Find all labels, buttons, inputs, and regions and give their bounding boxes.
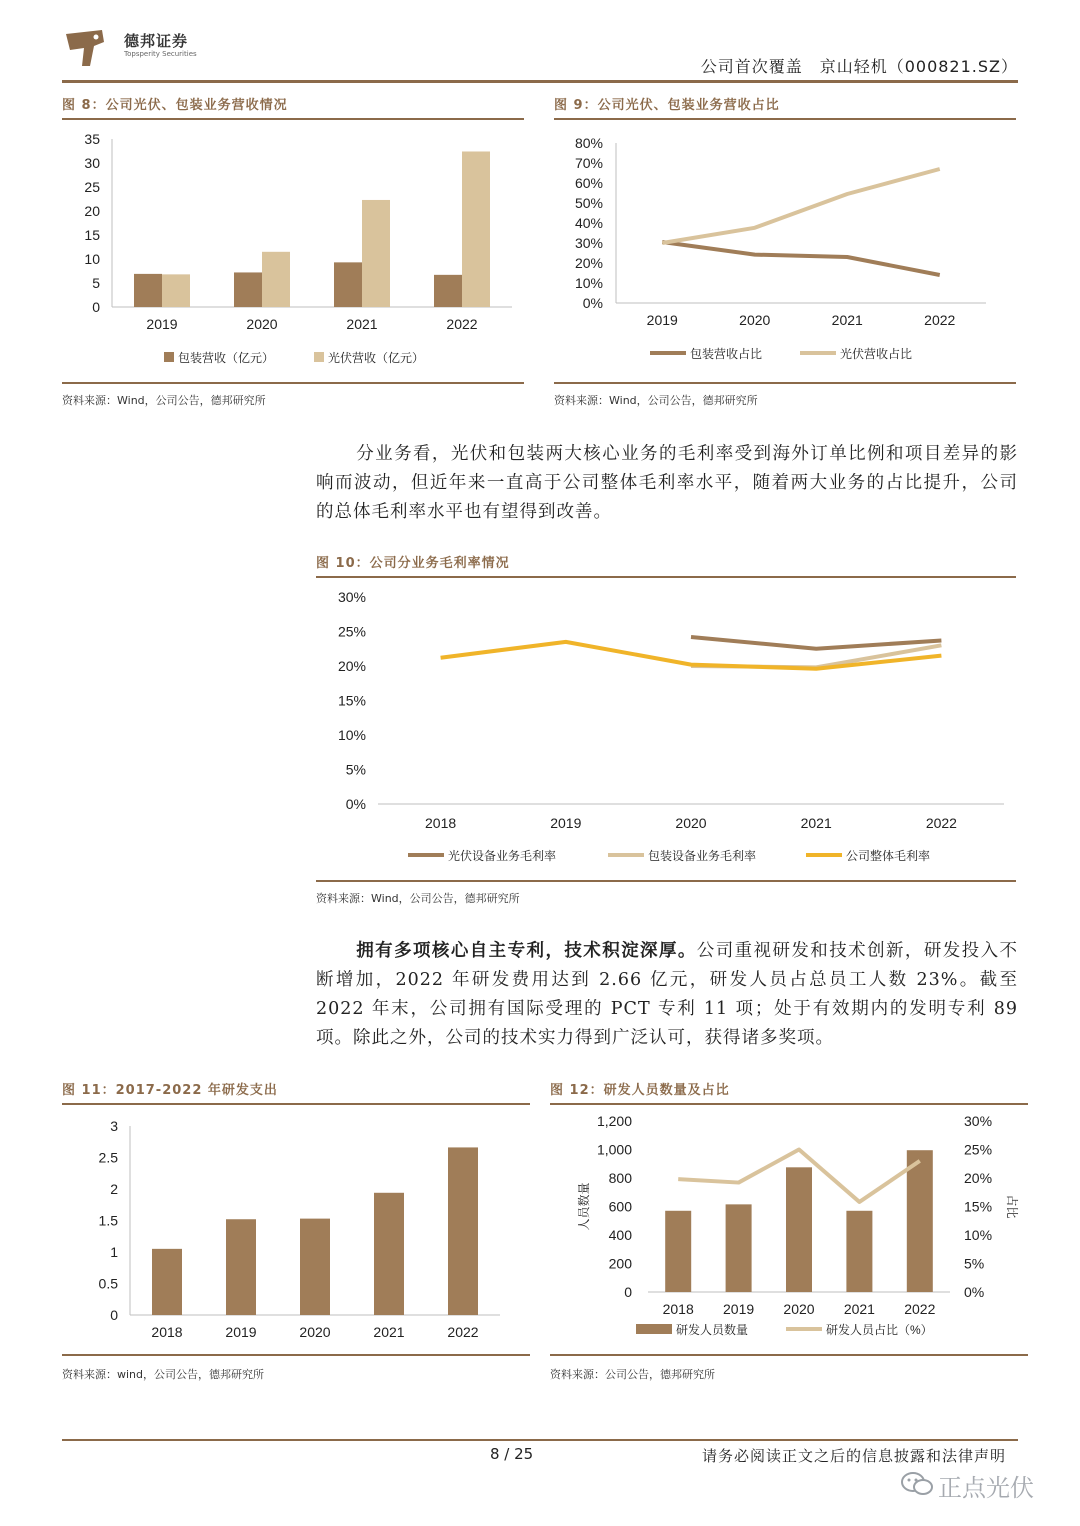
fig12-chart (550, 1108, 1028, 1348)
fig9-source: 资料来源：Wind，公司公告，德邦研究所 (554, 394, 758, 407)
fig8-bottom-rule (62, 382, 524, 384)
footer-rule (62, 1439, 1018, 1441)
fig10-ytick: 15% (337, 692, 366, 709)
fig12-ytick: 10% (964, 1227, 993, 1243)
fig8-chart (62, 126, 524, 376)
fig8-legend-label: 包装营收（亿元） (178, 351, 275, 365)
fig10-xtick: 2020 (675, 815, 707, 831)
fig9-ytick: 30% (574, 235, 603, 251)
fig9-xtick: 2020 (739, 312, 771, 328)
fig11-top-rule (62, 1103, 530, 1105)
fig11-ytick: 1 (110, 1244, 118, 1260)
fig11-xtick: 2022 (447, 1324, 479, 1340)
fig12-ytick: 5% (964, 1255, 985, 1272)
fig12-bar (726, 1204, 752, 1292)
fig8-ytick: 35 (84, 131, 100, 147)
fig8-ytick: 5 (92, 275, 100, 291)
fig9-ytick: 70% (574, 155, 603, 171)
watermark-text: 正点光伏 (938, 1474, 1034, 1502)
fig10-xtick: 2018 (425, 815, 457, 831)
fig9-ytick: 40% (574, 215, 603, 231)
fig9-xtick: 2022 (924, 312, 956, 328)
fig12-xtick: 2020 (783, 1301, 815, 1317)
fig12-ytick: 1,000 (596, 1141, 632, 1158)
fig8-bar (334, 262, 362, 307)
fig12-ytick: 400 (608, 1227, 632, 1243)
fig8-ytick: 30 (84, 155, 100, 171)
fig9-chart (554, 126, 1016, 376)
fig8-bar (162, 274, 190, 307)
fig10-chart (316, 584, 1016, 874)
logo-english: Topsperity Securities (124, 50, 197, 58)
fig9-series-line (662, 169, 940, 243)
fig9-top-rule (554, 118, 1016, 120)
fig10-ytick: 10% (337, 727, 366, 743)
fig8-bar (134, 274, 162, 307)
fig12-source: 资料来源：公司公告，德邦研究所 (550, 1368, 715, 1381)
fig12-legend-label: 研发人员占比（%） (826, 1323, 933, 1337)
logo-mark-icon (62, 26, 108, 72)
header-title: 公司首次覆盖 京山轻机（000821.SZ） (700, 57, 1018, 76)
fig10-ytick: 0% (345, 796, 366, 812)
fig10-legend-label: 公司整体毛利率 (846, 849, 931, 863)
fig9-ytick: 80% (574, 135, 603, 151)
fig8-bar (434, 275, 462, 307)
fig10-ytick: 30% (337, 589, 366, 605)
fig12-ylabel-right: 占比 (1005, 1194, 1019, 1219)
fig8-ytick: 10 (84, 251, 100, 267)
fig12-ytick: 1,200 (596, 1113, 632, 1129)
fig9-ytick: 60% (574, 175, 603, 191)
fig11-ytick: 3 (110, 1118, 118, 1134)
fig11-chart (62, 1110, 530, 1350)
fig8-legend-label: 光伏营收（亿元） (328, 351, 425, 365)
fig8-legend-swatch (164, 352, 174, 362)
fig12-bar (907, 1150, 933, 1292)
fig11-bar (448, 1147, 478, 1315)
fig12-ytick: 0 (624, 1284, 632, 1300)
fig10-series-line (691, 637, 941, 649)
fig8-top-rule (62, 118, 524, 120)
fig8-legend-swatch (314, 352, 324, 362)
fig8-caption: 图 8：公司光伏、包装业务营收情况 (62, 98, 288, 113)
fig9-xtick: 2019 (646, 312, 678, 328)
fig11-caption: 图 11：2017-2022 年研发支出 (62, 1083, 278, 1098)
fig12-xtick: 2019 (723, 1301, 755, 1317)
fig10-xtick: 2021 (800, 815, 832, 831)
fig8-xtick: 2020 (246, 316, 278, 332)
fig8-bar (362, 200, 390, 307)
fig11-ytick: 1.5 (98, 1212, 118, 1229)
page-number: 8 / 25 (490, 1445, 534, 1463)
fig12-top-rule (550, 1103, 1028, 1105)
fig9-legend-label: 光伏营收占比 (840, 347, 913, 361)
fig12-ytick: 15% (964, 1198, 993, 1215)
fig12-bar (665, 1211, 691, 1292)
fig12-legend-swatch (636, 1324, 672, 1334)
fig12-bar (786, 1167, 812, 1292)
fig10-legend-label: 包装设备业务毛利率 (648, 849, 757, 863)
fig9-caption: 图 9：公司光伏、包装业务营收占比 (554, 98, 780, 113)
fig11-bar (226, 1219, 256, 1315)
fig12-xtick: 2022 (904, 1301, 936, 1317)
paragraph-rd-body: 公司重视研发和技术创新，研发投入不断增加，2022 年研发费用达到 2.66 亿元，研发人员占总员工人数 23%。截至 2022 年末，公司拥有国际受理的 PCT 专利 11 项；处于有效期内的发明专利 89 项。除此之外，公司的技术实力得到广泛认可，获得诸多奖项。 (316, 941, 1019, 1048)
fig10-ytick: 25% (337, 623, 366, 640)
fig11-ytick: 0.5 (98, 1275, 118, 1292)
fig11-xtick: 2021 (373, 1324, 405, 1340)
fig11-ytick: 2 (110, 1181, 118, 1197)
fig9-ytick: 50% (574, 195, 603, 211)
wechat-icon (900, 1470, 934, 1498)
fig9-xtick: 2021 (831, 312, 863, 328)
fig12-ytick: 25% (964, 1141, 993, 1158)
fig12-bottom-rule (550, 1354, 1028, 1356)
fig11-source: 资料来源：wind，公司公告，德邦研究所 (62, 1368, 265, 1381)
fig9-bottom-rule (554, 382, 1016, 384)
fig12-ytick: 30% (964, 1113, 993, 1129)
fig8-xtick: 2019 (146, 316, 178, 332)
fig12-ytick: 20% (964, 1170, 993, 1186)
fig12-ylabel-left: 人员数量 (577, 1182, 591, 1231)
paragraph-rd-lead: 拥有多项核心自主专利，技术积淀深厚。 (356, 941, 697, 961)
fig12-xtick: 2021 (843, 1301, 875, 1317)
fig8-ytick: 20 (84, 203, 100, 219)
fig12-xtick: 2018 (662, 1301, 694, 1317)
fig11-ytick: 0 (110, 1307, 118, 1323)
fig9-ytick: 0% (582, 295, 603, 311)
fig10-bottom-rule (316, 880, 1016, 882)
fig11-xtick: 2020 (299, 1324, 331, 1340)
fig8-xtick: 2021 (346, 316, 378, 332)
fig8-ytick: 15 (84, 227, 100, 243)
fig12-ytick: 200 (608, 1255, 632, 1272)
watermark (900, 1466, 1050, 1502)
fig8-ytick: 25 (84, 179, 100, 195)
header-rule (62, 80, 1018, 83)
fig11-xtick: 2018 (151, 1324, 183, 1340)
fig10-ytick: 5% (345, 761, 366, 778)
fig12-ytick: 600 (608, 1198, 632, 1215)
fig9-ytick: 10% (574, 275, 603, 291)
fig12-legend-label: 研发人员数量 (676, 1323, 749, 1337)
fig10-xtick: 2019 (550, 815, 582, 831)
fig11-bar (152, 1249, 182, 1315)
fig8-source: 资料来源：Wind，公司公告，德邦研究所 (62, 394, 266, 407)
fig10-top-rule (316, 576, 1016, 578)
paragraph-margin: 分业务看，光伏和包装两大核心业务的毛利率受到海外订单比例和项目差异的影响而波动，但近年来一直高于公司整体毛利率水平，随着两大业务的占比提升，公司的总体毛利率水平也有望得到改善。 (316, 444, 1018, 522)
fig8-bar (262, 252, 290, 307)
fig10-caption: 图 10：公司分业务毛利率情况 (316, 556, 510, 571)
fig8-ytick: 0 (92, 299, 100, 315)
footer-disclaimer: 请务必阅读正文之后的信息披露和法律声明 (701, 1447, 1006, 1465)
fig10-ytick: 20% (337, 658, 366, 674)
logo-name: 德邦证券 (124, 32, 189, 50)
fig11-bottom-rule (62, 1354, 530, 1356)
paragraph-rd (316, 937, 1018, 1053)
fig9-legend-label: 包装营收占比 (690, 347, 763, 361)
fig12-caption: 图 12：研发人员数量及占比 (550, 1083, 730, 1098)
logo (62, 26, 202, 72)
fig11-xtick: 2019 (225, 1324, 257, 1340)
fig8-bar (234, 272, 262, 307)
fig12-ytick: 800 (608, 1170, 632, 1186)
fig11-bar (300, 1219, 330, 1315)
fig11-ytick: 2.5 (98, 1149, 118, 1166)
fig9-series-line (662, 242, 940, 275)
fig8-xtick: 2022 (446, 316, 478, 332)
fig12-ytick: 0% (964, 1284, 985, 1300)
fig10-xtick: 2022 (925, 815, 957, 831)
fig10-source: 资料来源：Wind，公司公告，德邦研究所 (316, 892, 520, 905)
fig9-ytick: 20% (574, 255, 603, 271)
fig8-bar (462, 151, 490, 307)
fig12-bar (846, 1211, 872, 1292)
fig11-bar (374, 1193, 404, 1315)
fig10-legend-label: 光伏设备业务毛利率 (448, 849, 557, 863)
